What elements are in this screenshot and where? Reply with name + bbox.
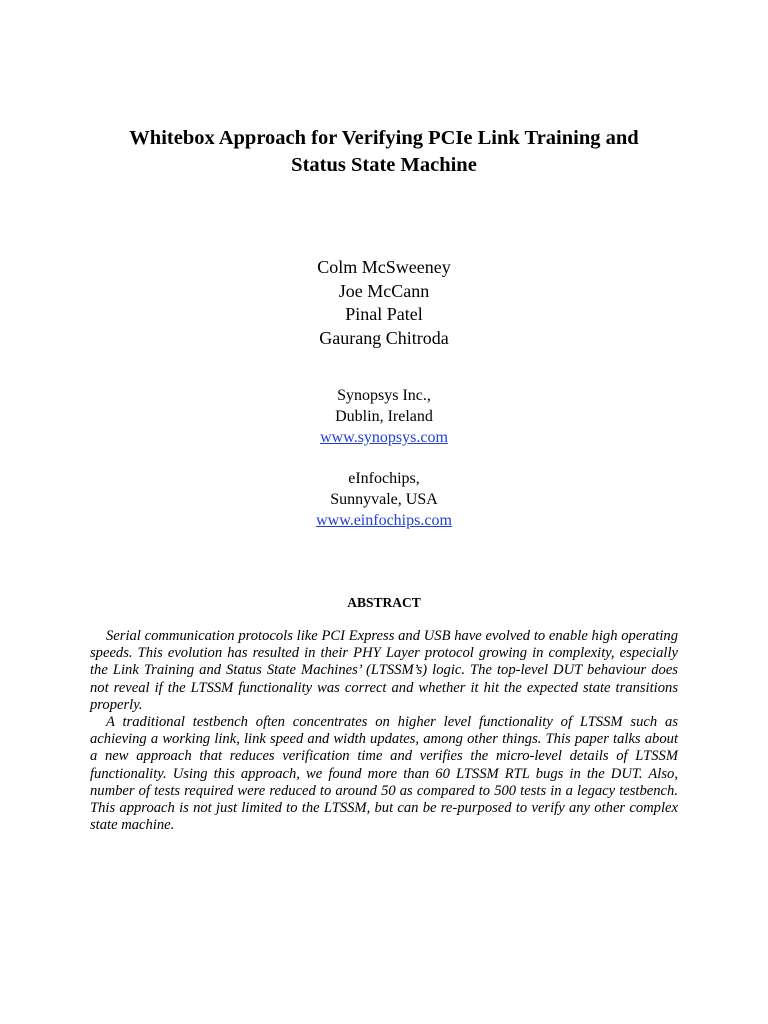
paper-title <box>60 125 708 179</box>
affiliation-url-link[interactable]: www.synopsys.com <box>320 429 448 446</box>
affiliation-location: Dublin, Ireland <box>335 408 433 425</box>
author-name: Colm McSweeney <box>317 257 451 277</box>
affiliation-org: eInfochips, <box>348 470 420 487</box>
affiliation-einfochips <box>184 468 584 531</box>
abstract-body <box>90 628 678 834</box>
author-name: Pinal Patel <box>345 304 423 325</box>
abstract-paragraph: A traditional testbench often concentrates on higher level functionality of LTSSM such as achieving a working link, link speed and width updates, among other things. This paper talks about a new approach that reduces verification time and verifies the micro-level details of LTSSM functionality. Using this approach, we found more than 60 LTSSM RTL bugs in the DUT. Also, number of tests required were reduced to around 50 as compared to 500 tests in a legacy testbench. This approach is not just limited to the LTSSM, but can be re-purposed to verify any other complex state machine. <box>90 714 678 834</box>
abstract-paragraph: Serial communication protocols like PCI Express and USB have evolved to enable high operating speeds. This evolution has resulted in their PHY Layer protocol growing in complexity, especially the Link Training and Status State Machines’ (LTSSM’s) logic. The top-level DUT behaviour does not reveal if the LTSSM functionality was correct and whether it hit the expected state transitions properly. <box>90 628 678 713</box>
affiliation-synopsys <box>184 385 584 448</box>
affiliation-org: Synopsys Inc., <box>337 387 431 404</box>
title-line: Whitebox Approach for Verifying PCIe Link Training and <box>129 127 639 149</box>
affiliation-url-link[interactable]: www.einfochips.com <box>316 512 452 529</box>
author-list <box>184 256 584 351</box>
author-name: Gaurang Chitroda <box>319 328 449 349</box>
author-name: Joe McCann <box>338 280 430 301</box>
title-line: Status State Machine <box>291 154 477 176</box>
abstract-heading: ABSTRACT <box>347 595 421 610</box>
affiliation-location: Sunnyvale, USA <box>330 491 438 508</box>
